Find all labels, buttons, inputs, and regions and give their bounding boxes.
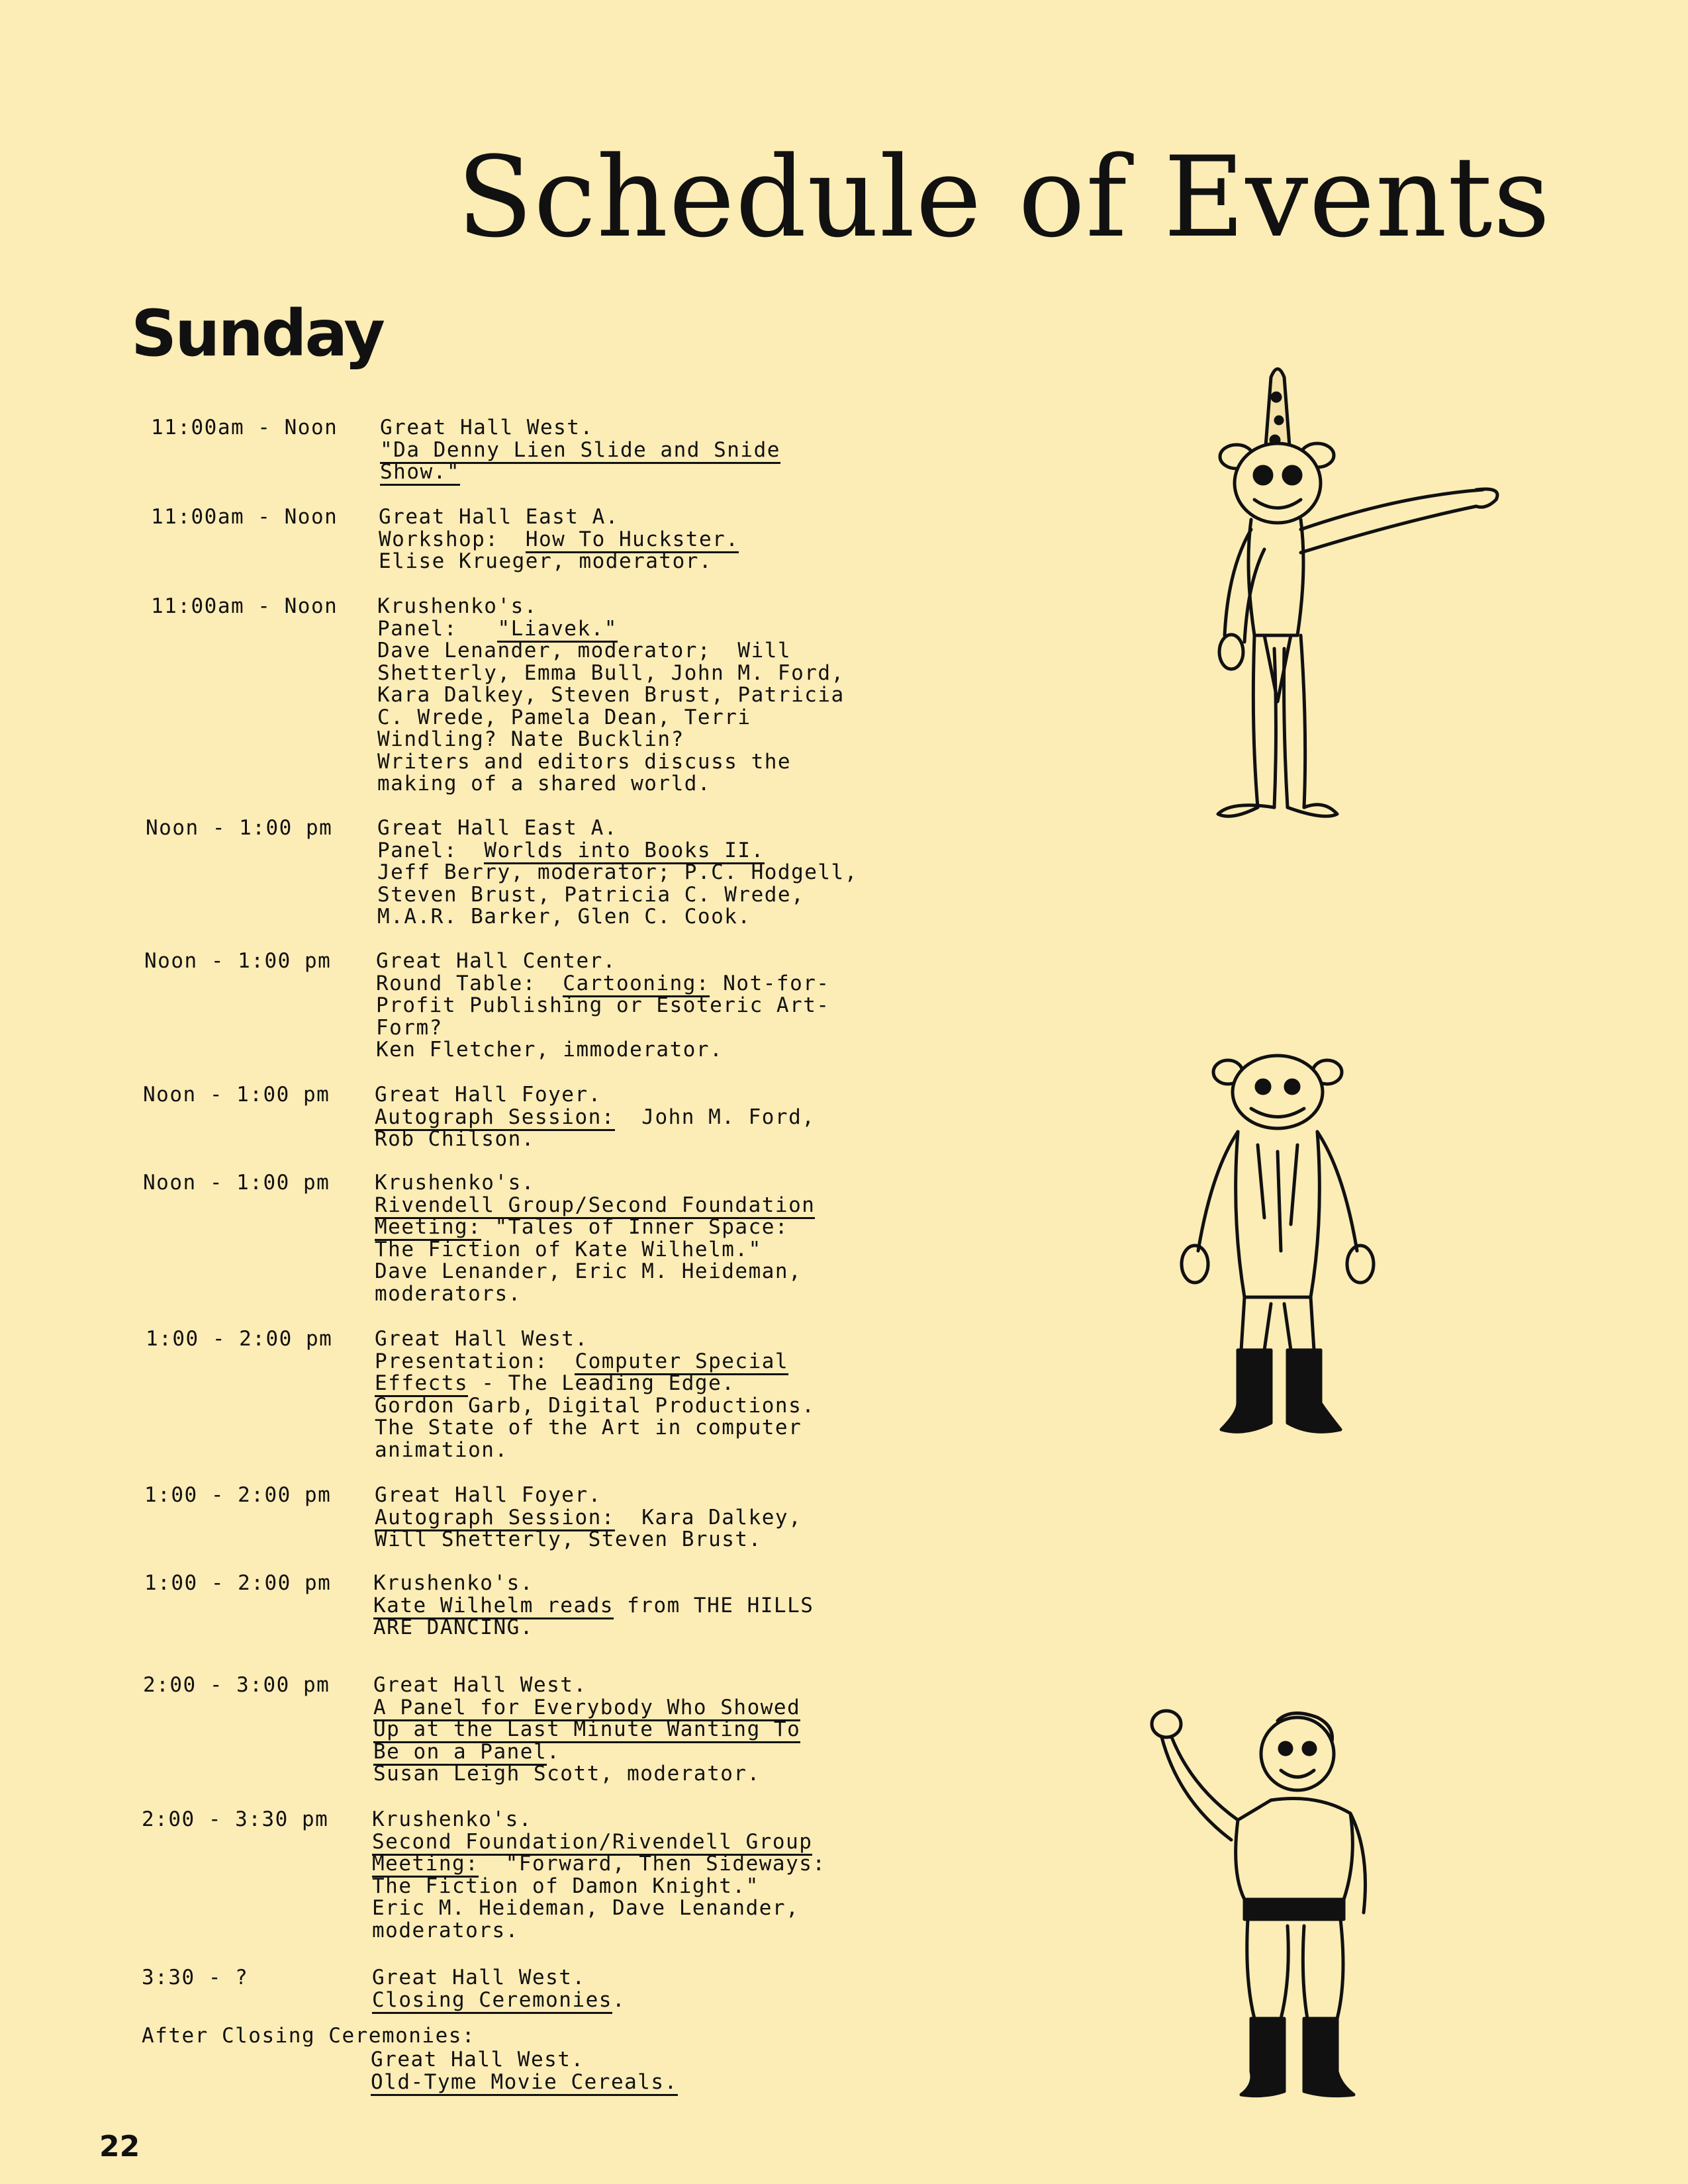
event-text: Krushenko's. — [375, 1171, 535, 1195]
event-title-text: Second Foundation/Rivendell Group — [372, 1830, 812, 1856]
event-title-text: "Liavek." — [497, 617, 617, 643]
event-time: 2:00 - 3:00 pm — [143, 1673, 330, 1697]
event-line — [371, 2049, 900, 2071]
event-text: "Forward, Then Sideways: — [479, 1852, 826, 1876]
event-text: Great Hall East A. — [377, 816, 618, 840]
event-text: animation. — [375, 1437, 508, 1462]
event-line — [373, 1763, 903, 1786]
event-text: Rob Chilson. — [375, 1127, 535, 1151]
event-details — [377, 817, 907, 929]
event-line — [379, 551, 908, 573]
event-text: Writers and editors discuss the — [377, 749, 792, 774]
event-line — [372, 1967, 902, 1989]
event-text: Great Hall Center. — [376, 949, 616, 973]
event-text: Steven Brust, Patricia C. Wrede, — [377, 882, 805, 907]
event-line — [375, 1128, 904, 1151]
event-text: Gordon Garb, Digital Productions. — [375, 1393, 816, 1418]
event-text: Presentation: — [375, 1349, 575, 1373]
event-text: Krushenko's. — [373, 1571, 534, 1595]
event-time: 2:00 - 3:30 pm — [142, 1807, 329, 1831]
event-line — [377, 862, 907, 884]
pointing-figure-illustration — [1165, 357, 1509, 834]
event-line — [372, 1876, 902, 1898]
waving-figure-illustration — [1139, 1701, 1390, 2111]
event-text: Dave Lenander, Eric M. Heideman, — [375, 1259, 802, 1283]
event-line — [372, 1853, 902, 1876]
event-text: Elise Krueger, moderator. — [379, 549, 713, 573]
event-title-text: Worlds into Books II. — [484, 839, 764, 864]
event-line — [373, 1595, 903, 1617]
event-title-text: Rivendell Group/Second Foundation — [375, 1193, 815, 1219]
event-details — [375, 1328, 904, 1461]
event-line — [375, 1351, 904, 1373]
event-text: Panel: — [377, 616, 498, 641]
event-line — [375, 1172, 904, 1195]
event-line — [375, 1328, 904, 1351]
event-details — [379, 506, 908, 573]
event-time: 1:00 - 2:00 pm — [144, 1571, 332, 1595]
event-text: - The Leading Edge. — [468, 1371, 735, 1395]
event-line — [377, 684, 907, 707]
event-line — [377, 596, 907, 618]
event-text: Will Shetterly, Steven Brust. — [375, 1527, 762, 1551]
event-text: Great Hall Foyer. — [375, 1083, 602, 1107]
after-closing-label: After Closing Ceremonies: — [142, 2024, 476, 2048]
event-title-text: Effects — [375, 1371, 468, 1397]
event-line — [379, 529, 908, 551]
event-text: Panel: — [377, 838, 485, 862]
event-title-text: Computer Special — [575, 1349, 788, 1375]
event-line — [375, 1395, 904, 1418]
event-text: Krushenko's. — [377, 594, 538, 618]
event-text: Great Hall West. — [375, 1327, 588, 1351]
event-line — [375, 1084, 904, 1107]
event-text: Susan Leigh Scott, moderator. — [373, 1762, 761, 1786]
event-line — [375, 1195, 904, 1217]
event-title-text: Meeting: — [372, 1852, 479, 1878]
event-time: Noon - 1:00 pm — [143, 1083, 330, 1107]
event-line — [372, 1897, 902, 1920]
event-text: Workshop: — [379, 527, 526, 551]
event-line — [377, 840, 907, 862]
event-text: Ken Fletcher, immoderator. — [376, 1038, 724, 1062]
event-line — [375, 1283, 904, 1306]
event-text: ARE DANCING. — [373, 1615, 534, 1639]
event-line — [376, 1017, 906, 1040]
event-line — [375, 1261, 904, 1283]
event-details — [372, 1809, 902, 1942]
event-line — [376, 973, 906, 995]
event-line — [375, 1107, 904, 1129]
event-title-text: Be on a Panel — [373, 1740, 547, 1766]
event-text: Great Hall Foyer. — [375, 1483, 602, 1507]
event-line — [373, 1741, 903, 1764]
event-details — [373, 1572, 903, 1639]
page-number: 22 — [99, 2130, 140, 2163]
event-title-text: Closing Ceremonies — [372, 1988, 612, 2014]
event-line — [377, 640, 907, 662]
event-title-text: Kate Wilhelm reads — [373, 1594, 614, 1619]
event-text: making of a shared world. — [377, 772, 712, 796]
event-line — [375, 1507, 904, 1529]
event-line — [376, 950, 906, 973]
event-line — [375, 1373, 904, 1395]
event-text: Great Hall West. — [372, 1966, 586, 1989]
event-time: Noon - 1:00 pm — [146, 816, 333, 840]
event-line — [375, 1484, 904, 1507]
event-details — [380, 417, 910, 484]
event-line — [380, 417, 910, 439]
event-line — [380, 439, 910, 462]
event-text: from THE HILLS — [613, 1593, 814, 1617]
furry-figure-illustration — [1165, 1052, 1390, 1449]
event-text: Great Hall East A. — [379, 505, 619, 529]
event-time: Noon - 1:00 pm — [144, 949, 332, 973]
event-details — [377, 596, 907, 796]
event-title-text: Cartooning: — [563, 972, 710, 997]
event-title-text: Show." — [380, 460, 460, 486]
event-text: moderators. — [372, 1918, 519, 1942]
event-line — [377, 906, 907, 929]
event-line — [377, 729, 907, 751]
event-line — [377, 884, 907, 907]
event-text: Round Table: — [376, 971, 563, 995]
event-details — [376, 950, 906, 1062]
event-text: Form? — [376, 1015, 443, 1040]
event-line — [375, 1439, 904, 1462]
event-text: Great Hall West. — [371, 2048, 585, 2071]
after-closing-details — [371, 2049, 900, 2093]
page-title: Schedule of Events — [457, 132, 1551, 262]
event-line — [373, 1674, 903, 1697]
event-text: M.A.R. Barker, Glen C. Cook. — [377, 905, 751, 929]
event-title-text: Autograph Session: — [375, 1105, 615, 1131]
event-text: John M. Ford, — [614, 1105, 816, 1129]
event-title-text: Old-Tyme Movie Cereals. — [371, 2070, 678, 2096]
event-line — [376, 995, 906, 1017]
event-title-text: Up at the Last Minute Wanting To — [373, 1717, 800, 1743]
event-time: 1:00 - 2:00 pm — [146, 1327, 333, 1351]
event-line — [377, 773, 907, 796]
event-line — [373, 1719, 903, 1741]
event-text: . — [547, 1739, 561, 1764]
event-details — [373, 1674, 903, 1786]
event-line — [376, 1039, 906, 1062]
event-text: . — [612, 1987, 626, 2012]
event-line — [380, 461, 910, 484]
event-line — [375, 1417, 904, 1439]
event-line — [377, 707, 907, 729]
event-details — [375, 1084, 904, 1151]
event-text: Profit Publishing or Esoteric Art- — [376, 993, 830, 1017]
event-line — [373, 1697, 903, 1719]
event-text: Krushenko's. — [372, 1807, 532, 1831]
event-text: Dave Lenander, moderator; Will — [377, 639, 792, 662]
event-text: Kara Dalkey, Steven Brust, Patricia — [377, 683, 845, 707]
event-line — [379, 506, 908, 529]
event-details — [372, 1967, 902, 2011]
event-text: C. Wrede, Pamela Dean, Terri — [377, 705, 751, 729]
event-line — [375, 1529, 904, 1551]
event-time: 3:30 - ? — [142, 1966, 249, 1989]
event-title-text: How To Huckster. — [526, 527, 739, 553]
event-text: Jeff Berry, moderator; P.C. Hodgell, — [377, 860, 858, 884]
event-time: 1:00 - 2:00 pm — [144, 1483, 332, 1507]
event-details — [375, 1484, 904, 1551]
event-title-text: "Da Denny Lien Slide and Snide — [380, 438, 780, 464]
event-line — [377, 817, 907, 840]
event-title-text: Meeting: — [375, 1215, 481, 1241]
event-text: Shetterly, Emma Bull, John M. Ford, — [377, 660, 845, 685]
event-text: Eric M. Heideman, Dave Lenander, — [372, 1896, 800, 1920]
event-line — [373, 1572, 903, 1595]
event-line — [372, 1809, 902, 1831]
event-line — [377, 618, 907, 641]
event-time: 11:00am - Noon — [151, 416, 338, 439]
event-title-text: Autograph Session: — [375, 1506, 615, 1531]
event-time: Noon - 1:00 pm — [143, 1171, 330, 1195]
event-text: Kara Dalkey, — [614, 1505, 802, 1529]
event-text: "Tales of Inner Space: — [481, 1215, 789, 1239]
event-line — [375, 1216, 904, 1239]
event-time: 11:00am - Noon — [151, 505, 338, 529]
event-text: Great Hall West. — [373, 1673, 587, 1697]
event-text: The State of the Art in computer — [375, 1416, 802, 1439]
event-line — [373, 1617, 903, 1639]
event-line — [372, 1831, 902, 1854]
event-line — [375, 1239, 904, 1261]
event-details — [375, 1172, 904, 1305]
event-title-text: A Panel for Everybody Who Showed — [373, 1696, 800, 1721]
event-line — [372, 1920, 902, 1942]
event-text: Not-for- — [710, 971, 830, 995]
event-line — [372, 1989, 902, 2012]
event-text: Windling? Nate Bucklin? — [377, 727, 684, 751]
event-line — [377, 751, 907, 774]
event-text: The Fiction of Kate Wilhelm." — [375, 1237, 762, 1261]
event-text: The Fiction of Damon Knight." — [372, 1874, 759, 1898]
event-time: 11:00am - Noon — [151, 594, 338, 618]
event-line — [377, 662, 907, 685]
event-line — [371, 2071, 900, 2094]
event-text: Great Hall West. — [380, 416, 594, 439]
event-text: moderators. — [375, 1281, 522, 1306]
day-heading: Sunday — [131, 296, 383, 371]
